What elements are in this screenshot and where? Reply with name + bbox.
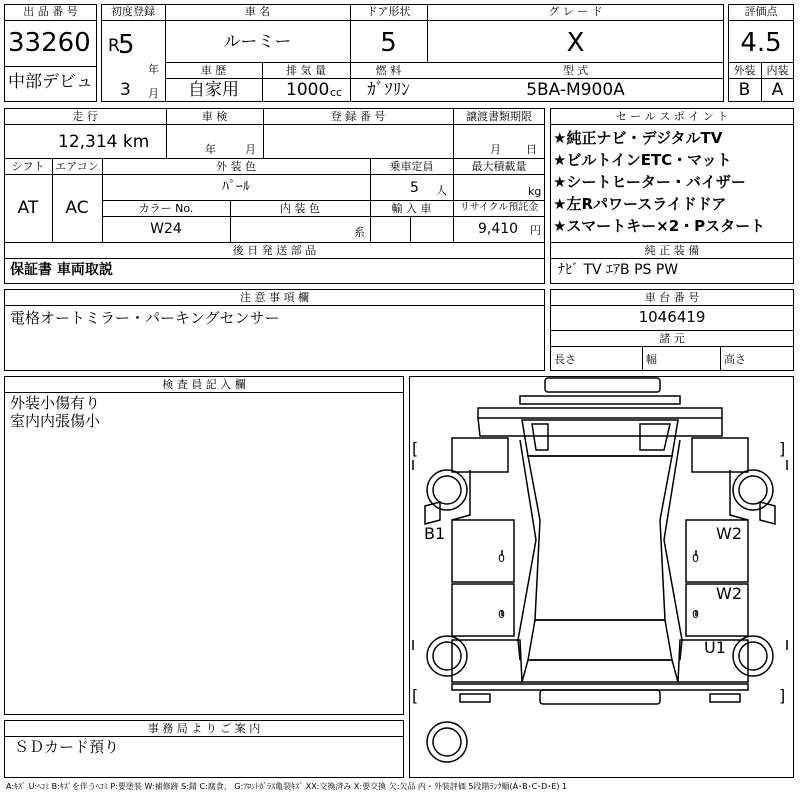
damage-zero: 0 [498, 608, 505, 621]
score-label: 評価点 [744, 5, 778, 18]
sales-point-item: ★ビルトインETC・マット [553, 151, 732, 169]
month-unit: 月 [148, 87, 159, 100]
color-number-label: カラー No. [138, 202, 194, 215]
exterior-color: ﾊﾟｰﾙ [222, 179, 250, 195]
capacity-unit: 人 [436, 184, 447, 197]
damage-zero: 0 [498, 552, 505, 565]
damage-zero: 0 [692, 608, 699, 621]
car-name-label: 車 名 [244, 5, 271, 18]
mileage: 12,314 km [58, 132, 150, 152]
transfer-day-unit: 日 [526, 143, 537, 156]
capacity-label: 乗車定員 [389, 160, 434, 173]
damage-bracket-left: [ [412, 439, 419, 458]
model-label: 型 式 [562, 64, 589, 77]
inspection-label: 車 検 [201, 110, 228, 123]
listing-number: 33260 [8, 28, 91, 58]
door-type-label: ドア形状 [366, 5, 411, 18]
mileage-label: 走 行 [72, 110, 98, 123]
damage-mark: B1 [424, 524, 446, 543]
aircon-label: エアコン [55, 160, 99, 173]
inspector-note: 外装小傷有り [10, 394, 101, 412]
interior-label: 内装 [766, 64, 789, 77]
shift-label: シフト [11, 160, 45, 173]
transfer-deadline-label: 譲渡書類期限 [466, 110, 532, 123]
interior-color-label: 内 装 色 [280, 202, 320, 215]
chassis-number: 1046419 [638, 308, 706, 326]
inspector-note: 室内内張傷小 [10, 412, 101, 430]
equipment: ﾅﾋﾞ TV ｴｱB PS PW [558, 262, 679, 278]
inspection-year-unit: 年 [205, 143, 216, 156]
damage-mark: W2 [716, 524, 742, 543]
displacement-label: 排 気 量 [286, 64, 326, 77]
damage-bracket-left: [ [412, 686, 419, 705]
transfer-month-unit: 月 [490, 143, 501, 156]
registration-month: 3 [120, 80, 131, 100]
registration-number-label: 登 録 番 号 [330, 110, 386, 123]
office-label: 事 務 局 よ り ご 案 内 [147, 722, 261, 735]
damage-zero: 0 [692, 552, 699, 565]
damage-bracket-right: ] [779, 686, 786, 705]
auction-venue: 中部デビュ [8, 72, 93, 92]
import-label: 輸 入 車 [391, 202, 432, 215]
damage-mark: U1 [704, 638, 726, 657]
exterior-color-label: 外 装 色 [216, 160, 256, 173]
grade: X [566, 28, 585, 58]
sales-point-item: ★純正ナビ・デジタルTV [553, 129, 723, 147]
fuel: ｶﾞｿﾘﾝ [367, 80, 410, 100]
era-letter: R [108, 36, 120, 56]
car-history: 自家用 [188, 80, 239, 100]
fuel-label: 燃 料 [375, 64, 402, 77]
width-label: 幅 [646, 353, 657, 366]
max-load-label: 最大積載量 [471, 160, 527, 173]
displacement: 1000 [286, 80, 330, 100]
length-label: 長さ [554, 353, 576, 366]
inspector-label: 検 査 員 記 入 欄 [162, 378, 246, 391]
chassis-number-label: 車 台 番 号 [644, 291, 700, 304]
damage-mark: W2 [716, 584, 742, 603]
notes: 電格オートミラー・パーキングセンサー [10, 309, 280, 327]
max-load-unit: kg [528, 185, 542, 198]
year-unit: 年 [148, 63, 159, 76]
shift: AT [17, 198, 39, 218]
car-history-label: 車 歴 [200, 64, 227, 77]
later-parts: 保証書 車両取説 [10, 262, 113, 278]
grade-label: グ レ ー ド [548, 5, 603, 18]
office-note: ＳＤカード預り [14, 738, 120, 756]
model-code: 5BA-M900A [526, 80, 625, 100]
recycle-fee-label: リサイクル預託金 [459, 202, 539, 213]
car-name: ルーミー [223, 32, 292, 52]
recycle-fee: 9,410 [478, 221, 519, 237]
color-number: W24 [150, 221, 182, 237]
equipment-label: 純 正 装 備 [644, 244, 700, 257]
first-registration-label: 初度登録 [111, 5, 155, 18]
damage-legend: A:ｷｽﾞ U:ﾍｺﾐ B:ｷｽﾞを伴うﾍｺﾐ P:要塗装 W:補修跡 S:錆 C:腐食、 G:ﾌﾛﾝﾄｶﾞﾗｽ亀裂ｷｽﾞ XX:交換済み X:要交換 欠:欠品 内・外装評価 5段階ﾗﾝｸ順(A･B･C･D･E) 1 [6, 782, 568, 791]
later-parts-label: 後 日 発 送 部 品 [232, 244, 317, 257]
recycle-fee-unit: 円 [530, 224, 541, 237]
overall-score: 4.5 [740, 28, 782, 58]
displacement-unit: cc [330, 86, 343, 99]
notes-label: 注 意 事 項 欄 [240, 291, 309, 304]
interior-color-unit: 系 [354, 226, 365, 239]
capacity: 5 [410, 180, 419, 196]
listing-number-label: 出 品 番 号 [23, 5, 78, 18]
sales-point-item: ★左Rパワースライドドア [553, 195, 727, 213]
interior-grade: A [771, 80, 784, 100]
aircon: AC [65, 198, 89, 218]
era-year: 5 [118, 30, 135, 60]
sales-point-item: ★シートヒーター・バイザー [553, 173, 746, 191]
damage-bracket-right: ] [779, 439, 786, 458]
car-damage-diagram [409, 376, 794, 778]
door-type: 5 [380, 28, 397, 58]
inspection-month-unit: 月 [245, 143, 256, 156]
sales-point-item: ★スマートキー×2・Pスタート [553, 217, 766, 235]
exterior-grade: B [738, 80, 751, 100]
sales-points-label: セ ー ル ス ポ イ ン ト [615, 110, 729, 123]
height-label: 高さ [724, 353, 746, 366]
specs-label: 諸 元 [659, 332, 685, 345]
exterior-label: 外装 [733, 64, 756, 77]
